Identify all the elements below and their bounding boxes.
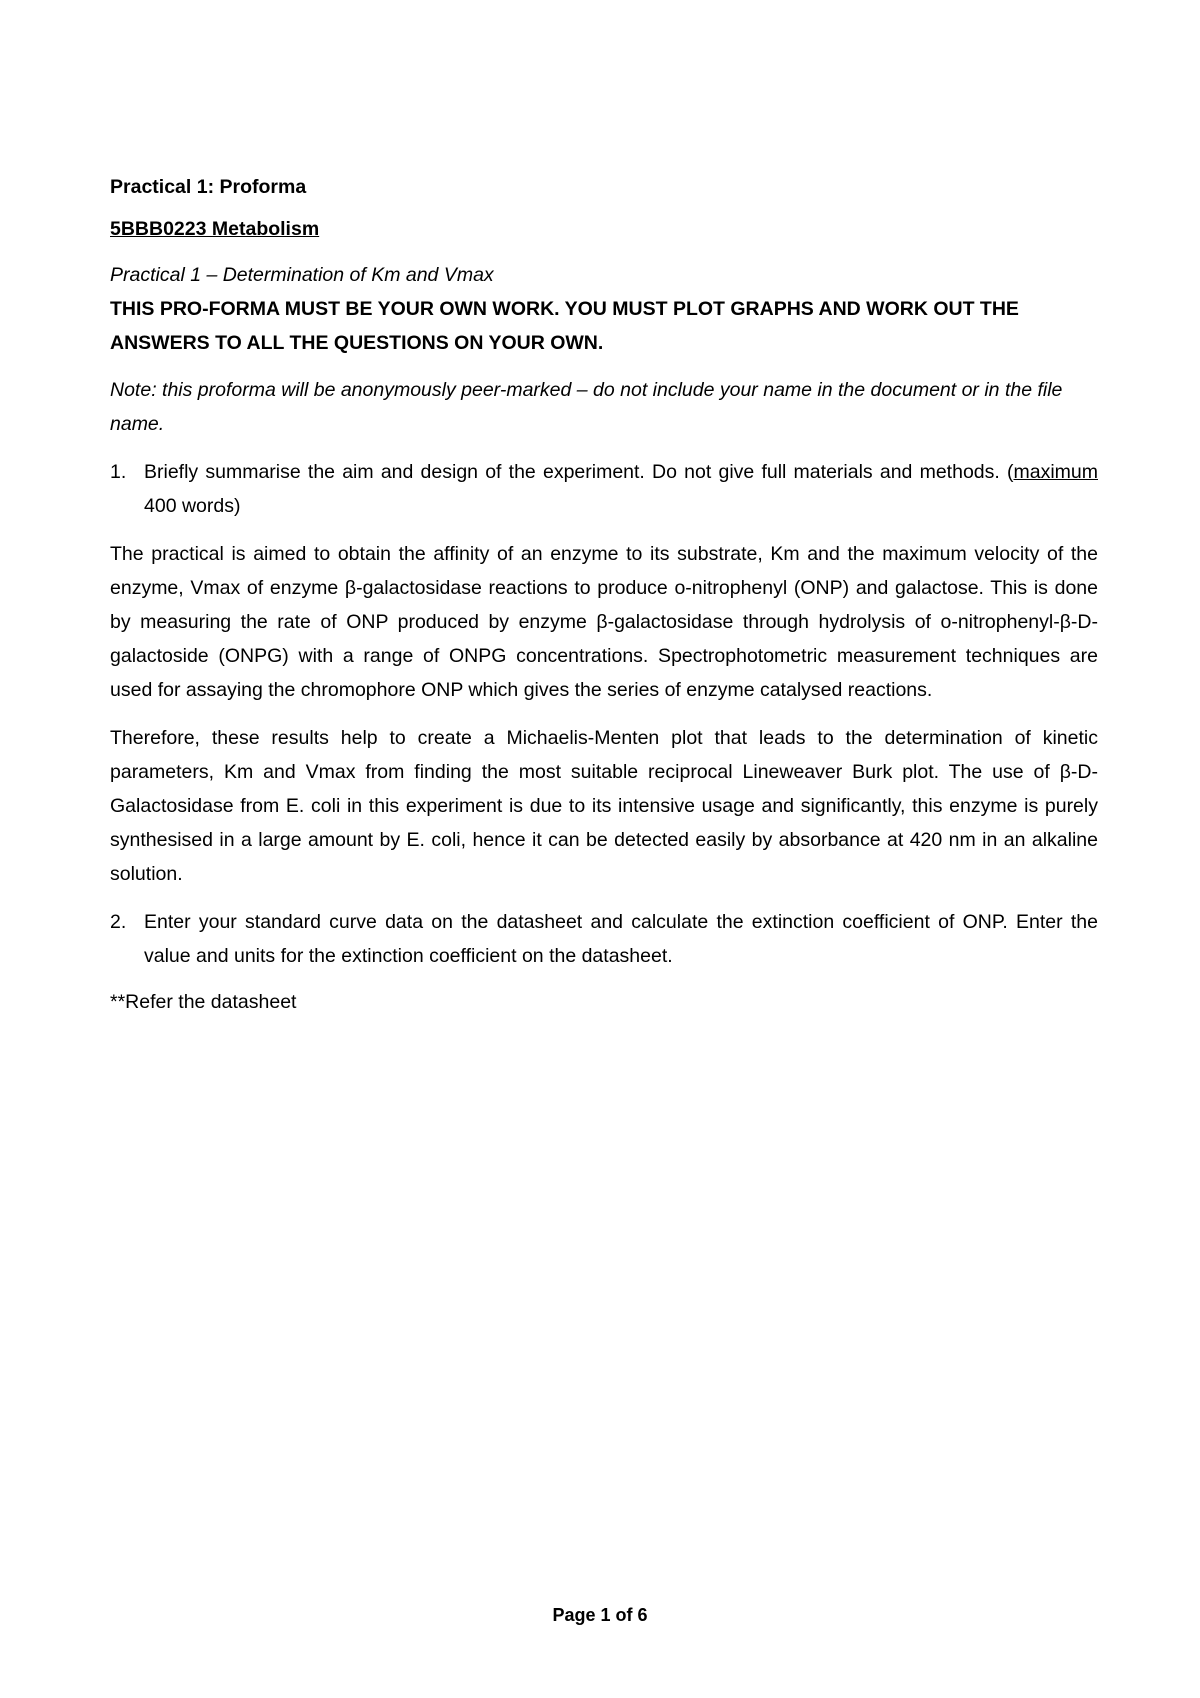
own-work-warning: THIS PRO-FORMA MUST BE YOUR OWN WORK. YOU MUST PLOT GRAPHS AND WORK OUT THE ANSWERS TO ALL THE QUESTIONS ON YOUR OWN.	[110, 298, 1019, 354]
question-text-part: 400 words)	[144, 495, 241, 517]
answer-paragraph: The practical is aimed to obtain the affinity of an enzyme to its substrate, Km and the maximum velocity of the enzyme, Vmax of enzyme β-galactosidase reactions to produce o-nitrophenyl (ONP) and galactose. This is done by measuring the rate of ONP produced by enzyme β-galactosidase through hydrolysis of o-nitrophenyl-β-D-galactoside (ONPG) with a range of ONPG concentrations. Spectrophotometric measurement techniques are used for assaying the chromophore ONP which gives the series of enzyme catalysed reactions.	[110, 543, 1098, 701]
question-1	[110, 455, 1098, 523]
answer-2: **Refer the datasheet	[110, 991, 297, 1013]
course-code: 5BBB0223 Metabolism	[110, 218, 320, 240]
answer-1	[110, 537, 1098, 891]
question-text	[144, 455, 1098, 523]
question-number: 2.	[110, 911, 127, 933]
peer-marking-note: Note: this proforma will be anonymously peer-marked – do not include your name in the document or in the file name.	[110, 379, 1063, 435]
page-number: Page 1 of 6	[552, 1605, 648, 1625]
question-text-underlined: maximum	[1013, 461, 1098, 483]
question-number: 1.	[110, 461, 127, 483]
question-2	[110, 905, 1098, 973]
document-title: Practical 1: Proforma	[110, 176, 307, 198]
practical-subtitle: Practical 1 – Determination of Km and Vmax	[110, 264, 494, 286]
answer-paragraph: Therefore, these results help to create a Michaelis-Menten plot that leads to the determination of kinetic parameters, Km and Vmax from finding the most suitable reciprocal Lineweaver Burk plot. The use of β-D-Galactosidase from E. coli in this experiment is due to its intensive usage and significantly, this enzyme is purely synthesised in a large amount by E. coli, hence it can be detected easily by absorbance at 420 nm in an alkaline solution.	[110, 727, 1098, 885]
question-text: Enter your standard curve data on the datasheet and calculate the extinction coefficient of ONP. Enter the value and units for the extinction coefficient on the datasheet.	[144, 911, 1098, 967]
question-text-part: Briefly summarise the aim and design of the experiment. Do not give full materials and methods. (	[144, 461, 1014, 483]
page-content	[110, 170, 1098, 1019]
